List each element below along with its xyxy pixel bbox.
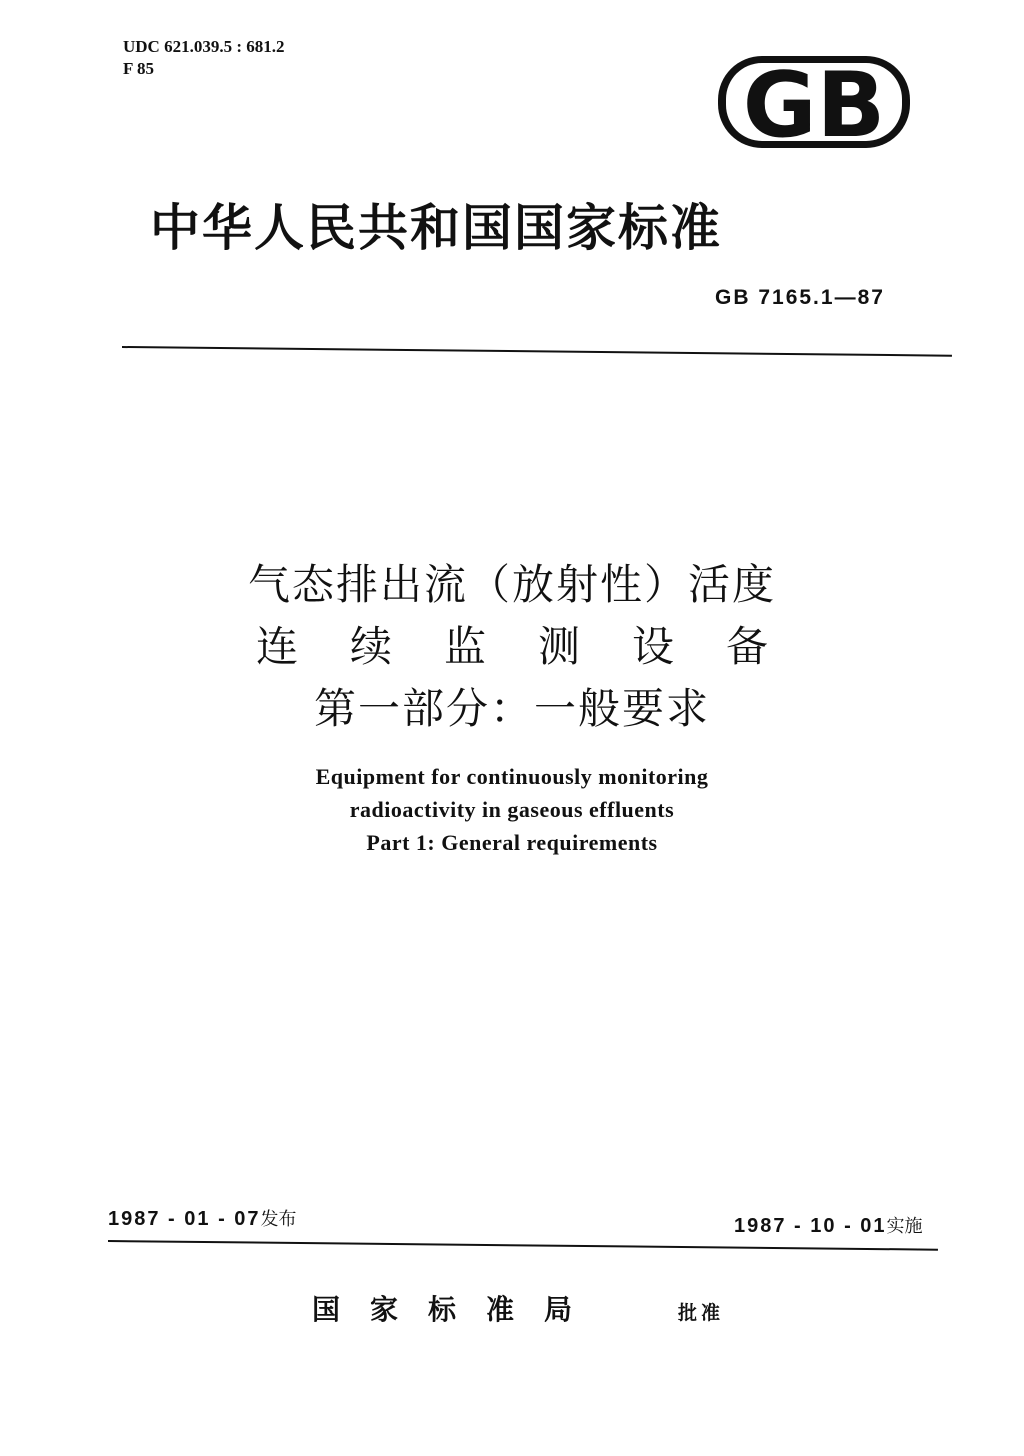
top-divider — [122, 346, 952, 357]
english-title-line-1: Equipment for continuously monitoring — [315, 764, 709, 789]
chinese-title-line-2: 连续监测设备 — [255, 622, 820, 671]
english-title-line-3: Part 1: General requirements — [366, 830, 658, 855]
issue-date-label: 发布 — [260, 1209, 297, 1230]
issue-date-value: 1987 - 01 - 07 — [108, 1208, 261, 1230]
english-title-line-2: radioactivity in gaseous effluents — [349, 797, 675, 822]
udc-block — [123, 36, 285, 80]
gb-logo-mark — [716, 52, 912, 152]
effective-date — [734, 1212, 923, 1238]
bottom-divider — [108, 1240, 938, 1251]
effective-date-value: 1987 - 10 - 01 — [734, 1215, 887, 1237]
gb-logo-text: GB — [742, 53, 886, 152]
standard-number: GB 7165.1—87 — [715, 286, 885, 309]
approved-label: 批准 — [678, 1302, 725, 1324]
chinese-title-line-3: 第一部分：一般要求 — [313, 684, 710, 733]
classification-code: F 85 — [123, 59, 155, 78]
issuing-bureau: 国家标准局 — [312, 1293, 603, 1326]
chinese-title-line-1: 气态排出流（放射性）活度 — [247, 560, 776, 609]
gb-logo — [716, 52, 912, 152]
issue-date — [108, 1205, 297, 1231]
standard-title: 中华人民共和国国家标准 — [150, 199, 722, 257]
udc-code: UDC 621.039.5 : 681.2 — [123, 37, 285, 56]
effective-date-label: 实施 — [886, 1216, 923, 1237]
